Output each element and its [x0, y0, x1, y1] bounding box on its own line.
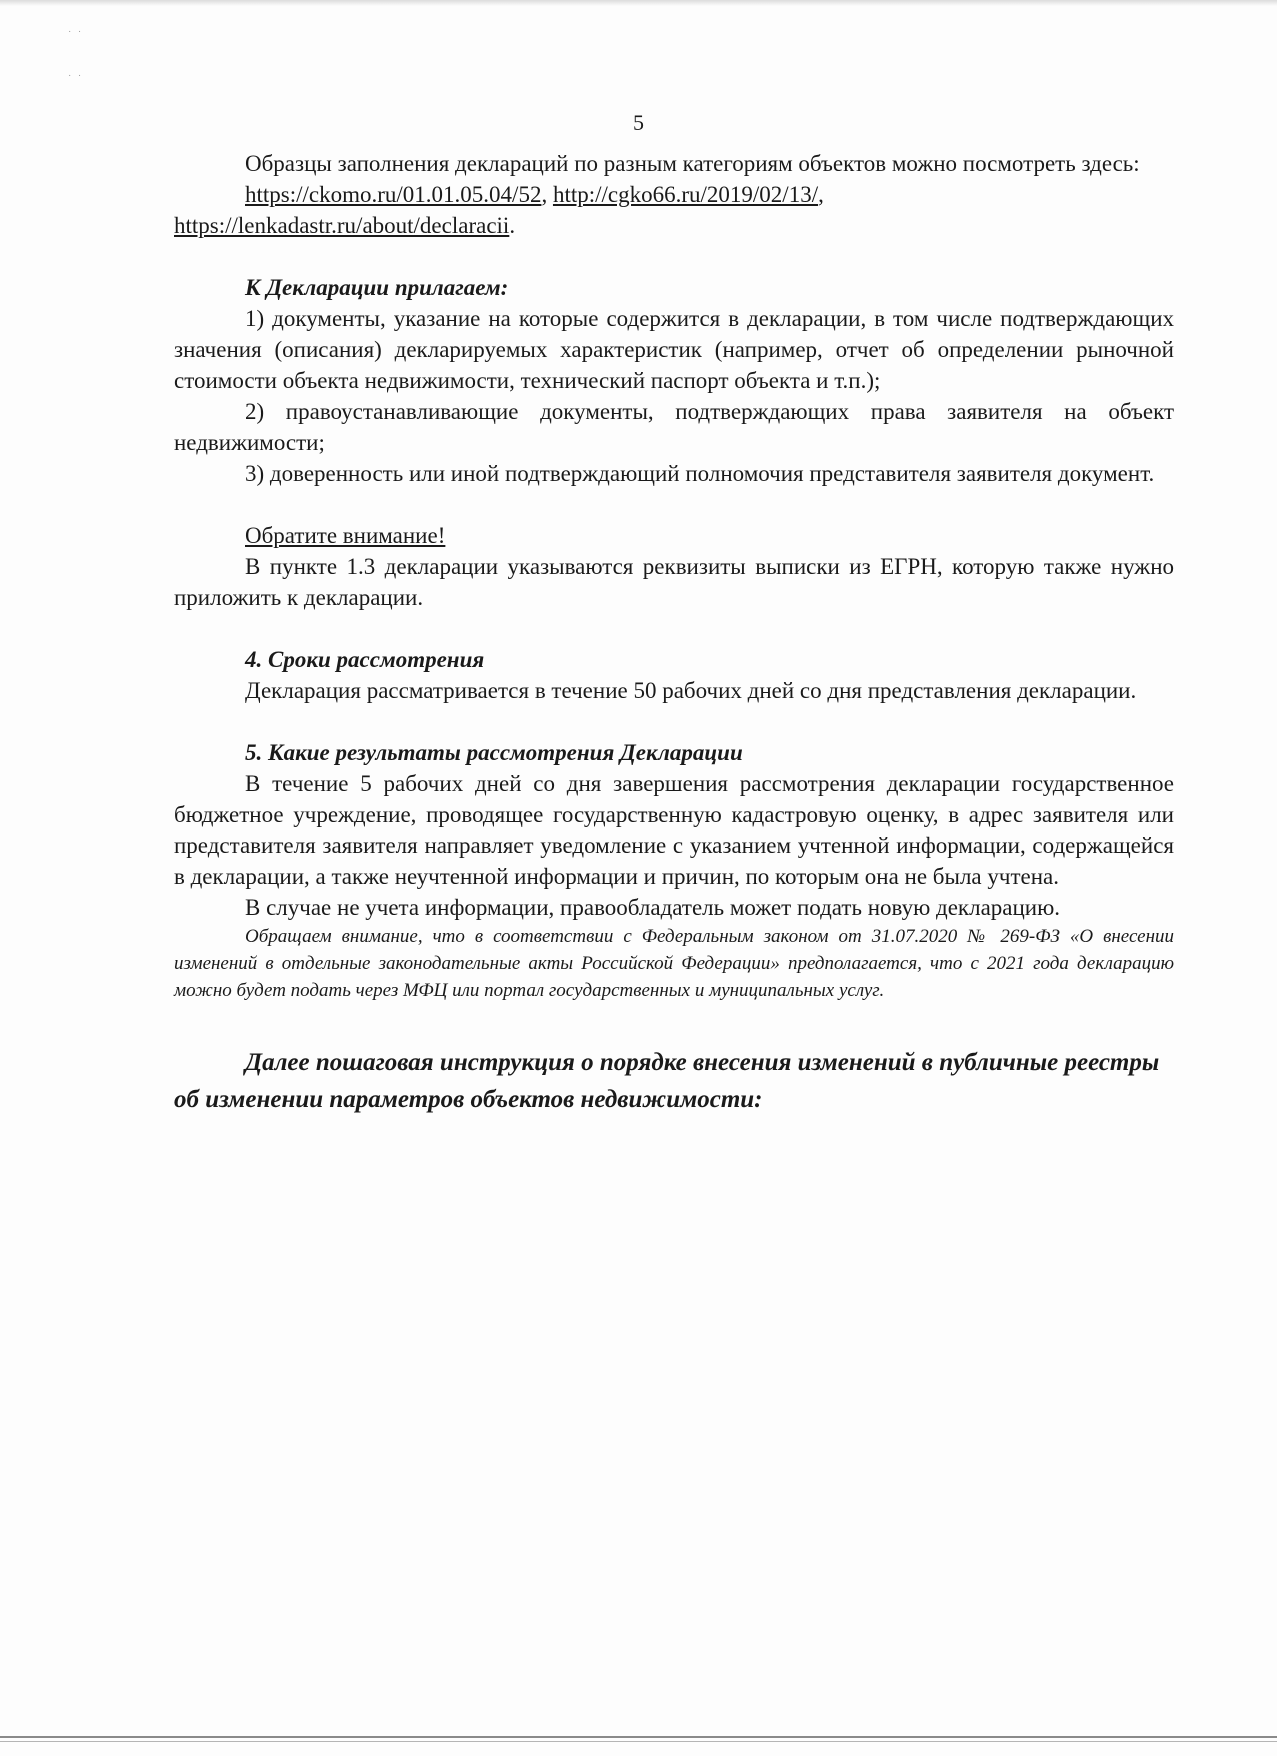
scan-edge-bottom	[0, 1736, 1277, 1738]
results-text-1: В течение 5 рабочих дней со дня завершения рассмотрения декларации государственное бюджетное учреждение, проводящее государственную кадастровую оценку, в адрес заявителя или представителя заявителя направляет уведомление с указанием учтенной информации, содержащейся в декларации, а также неучтенной информации и причин, по которым она не была учтена.	[174, 771, 1174, 889]
attachment-item-1: 1) документы, указание на которые содержится в декларации, в том числе подтверждающих значения (описания) декларируемых характеристик (например, отчет об определении рыночной стоимости объекта недвижимости, технический паспорт объекта и т.п.);	[174, 306, 1174, 393]
attachment-item-3: 3) доверенность или иной подтверждающий полномочия представителя заявителя документ.	[245, 461, 1155, 486]
document-body	[174, 148, 1174, 1118]
link-end: .	[509, 213, 516, 238]
terms-text: Декларация рассматривается в течение 50 рабочих дней со дня представления декларации.	[245, 678, 1137, 703]
sample-links-line	[174, 179, 1174, 210]
link-separator-2: ,	[818, 182, 824, 207]
final-instruction-heading: Далее пошаговая инструкция о порядке внесения изменений в публичные реестры об изменении параметров объектов недвижимости:	[174, 1049, 1160, 1113]
page-number: 5	[633, 110, 644, 135]
terms-heading: 4. Сроки рассмотрения	[245, 647, 485, 672]
link-separator: ,	[541, 182, 553, 207]
spacer	[174, 1004, 1174, 1044]
spacer	[174, 613, 1174, 644]
scan-edge-top	[0, 0, 1277, 6]
results-heading: 5. Какие результаты рассмотрения Декларации	[245, 740, 743, 765]
notice-text: В пункте 1.3 декларации указываются реквизиты выписки из ЕГРН, которую также нужно приложить к декларации.	[174, 554, 1174, 610]
results-note: Обращаем внимание, что в соответствии с Федеральным законом от 31.07.2020 № 269-ФЗ «О внесении изменений в отдельные законодательные акты Российской Федерации» предполагается, что с 2021 года декларацию можно будет подать через МФЦ или портал государственных и муниципальных услуг.	[174, 926, 1174, 1001]
sample-links-line-2	[174, 210, 1174, 241]
intro-paragraph: Образцы заполнения деклараций по разным категориям объектов можно посмотреть здесь:	[245, 151, 1140, 176]
spacer	[174, 706, 1174, 737]
link-lenkadastr[interactable]: https://lenkadastr.ru/about/declaracii	[174, 213, 510, 238]
link-cgko66[interactable]: http://cgko66.ru/2019/02/13/	[552, 182, 819, 207]
scan-edge-bottom-2	[0, 1741, 1277, 1742]
spacer	[174, 241, 1174, 272]
scan-specks: ˙ ˙ ˙ ˙	[68, 30, 84, 85]
link-ckomo[interactable]: https://ckomo.ru/01.01.05.04/52	[245, 182, 542, 207]
attachment-item-2: 2) правоустанавливающие документы, подтверждающих права заявителя на объект недвижимости;	[174, 399, 1174, 455]
attachments-heading: К Декларации прилагаем:	[245, 275, 509, 300]
notice-heading-line	[174, 520, 1174, 551]
spacer	[174, 489, 1174, 520]
results-text-2: В случае не учета информации, правообладатель может подать новую декларацию.	[245, 895, 1061, 920]
notice-heading: Обратите внимание!	[245, 523, 446, 548]
